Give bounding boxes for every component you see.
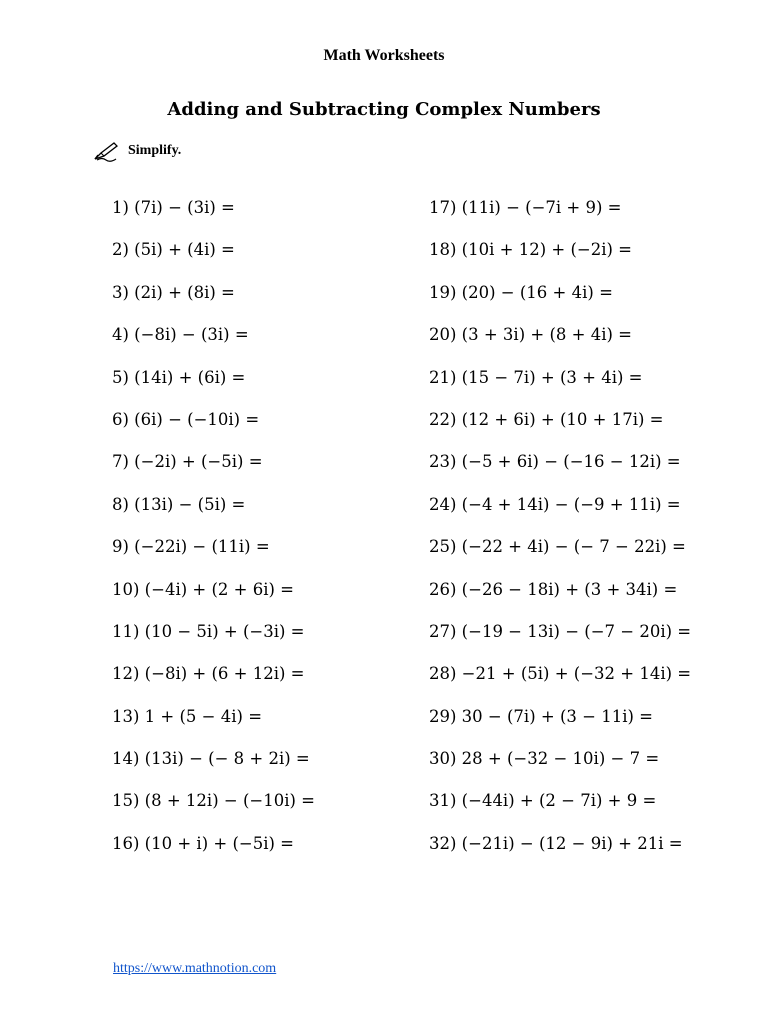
- problem-16: 16) (10 + i) + (−5i) =: [112, 833, 294, 853]
- problem-7: 7) (−2i) + (−5i) =: [112, 452, 263, 472]
- problem-26: 26) (−26 − 18i) + (3 + 34i) =: [429, 579, 678, 599]
- problem-10: 10) (−4i) + (2 + 6i) =: [112, 579, 294, 599]
- problem-14: 14) (13i) − (− 8 + 2i) =: [112, 749, 310, 769]
- problem-15: 15) (8 + 12i) − (−10i) =: [112, 791, 315, 811]
- problems-right-column: [429, 198, 691, 876]
- problem-5: 5) (14i) + (6i) =: [112, 367, 246, 387]
- problem-21: 21) (15 − 7i) + (3 + 4i) =: [429, 367, 643, 387]
- problem-2: 2) (5i) + (4i) =: [112, 240, 235, 260]
- problem-30: 30) 28 + (−32 − 10i) − 7 =: [429, 749, 660, 769]
- instruction-text: Simplify.: [128, 143, 182, 158]
- problem-3: 3) (2i) + (8i) =: [112, 282, 235, 302]
- problem-17: 17) (11i) − (−7i + 9) =: [429, 198, 622, 217]
- problem-12: 12) (−8i) + (6 + 12i) =: [112, 664, 305, 684]
- problem-27: 27) (−19 − 13i) − (−7 − 20i) =: [429, 621, 692, 641]
- problem-4: 4) (−8i) − (3i) =: [112, 325, 249, 345]
- mathnotion-link[interactable]: https://www.mathnotion.com: [113, 961, 277, 976]
- page-header: Math Worksheets: [323, 47, 445, 64]
- problem-18: 18) (10i + 12) + (−2i) =: [429, 240, 632, 260]
- problem-28: 28) −21 + (5i) + (−32 + 14i) =: [429, 664, 692, 684]
- problem-29: 29) 30 − (7i) + (3 − 11i) =: [429, 706, 653, 726]
- problem-31: 31) (−44i) + (2 − 7i) + 9 =: [429, 791, 657, 811]
- problem-11: 11) (10 − 5i) + (−3i) =: [112, 621, 305, 641]
- problem-8: 8) (13i) − (5i) =: [112, 494, 246, 514]
- pencil-writing-icon: [92, 140, 120, 162]
- problem-22: 22) (12 + 6i) + (10 + 17i) =: [429, 409, 664, 429]
- problem-6: 6) (6i) − (−10i) =: [112, 409, 260, 429]
- instruction-row: [92, 140, 181, 162]
- problem-25: 25) (−22 + 4i) − (− 7 − 22i) =: [429, 537, 686, 557]
- problem-23: 23) (−5 + 6i) − (−16 − 12i) =: [429, 452, 681, 472]
- problem-32: 32) (−21i) − (12 − 9i) + 21i =: [429, 833, 683, 853]
- problem-13: 13) 1 + (5 − 4i) =: [112, 706, 263, 726]
- problem-20: 20) (3 + 3i) + (8 + 4i) =: [429, 325, 632, 345]
- problem-1: 1) (7i) − (3i) =: [112, 198, 235, 217]
- problem-24: 24) (−4 + 14i) − (−9 + 11i) =: [429, 494, 681, 514]
- problem-9: 9) (−22i) − (11i) =: [112, 537, 270, 557]
- worksheet-title: Adding and Subtracting Complex Numbers: [167, 99, 601, 120]
- problem-19: 19) (20) − (16 + 4i) =: [429, 282, 613, 302]
- problems-left-column: [112, 198, 315, 876]
